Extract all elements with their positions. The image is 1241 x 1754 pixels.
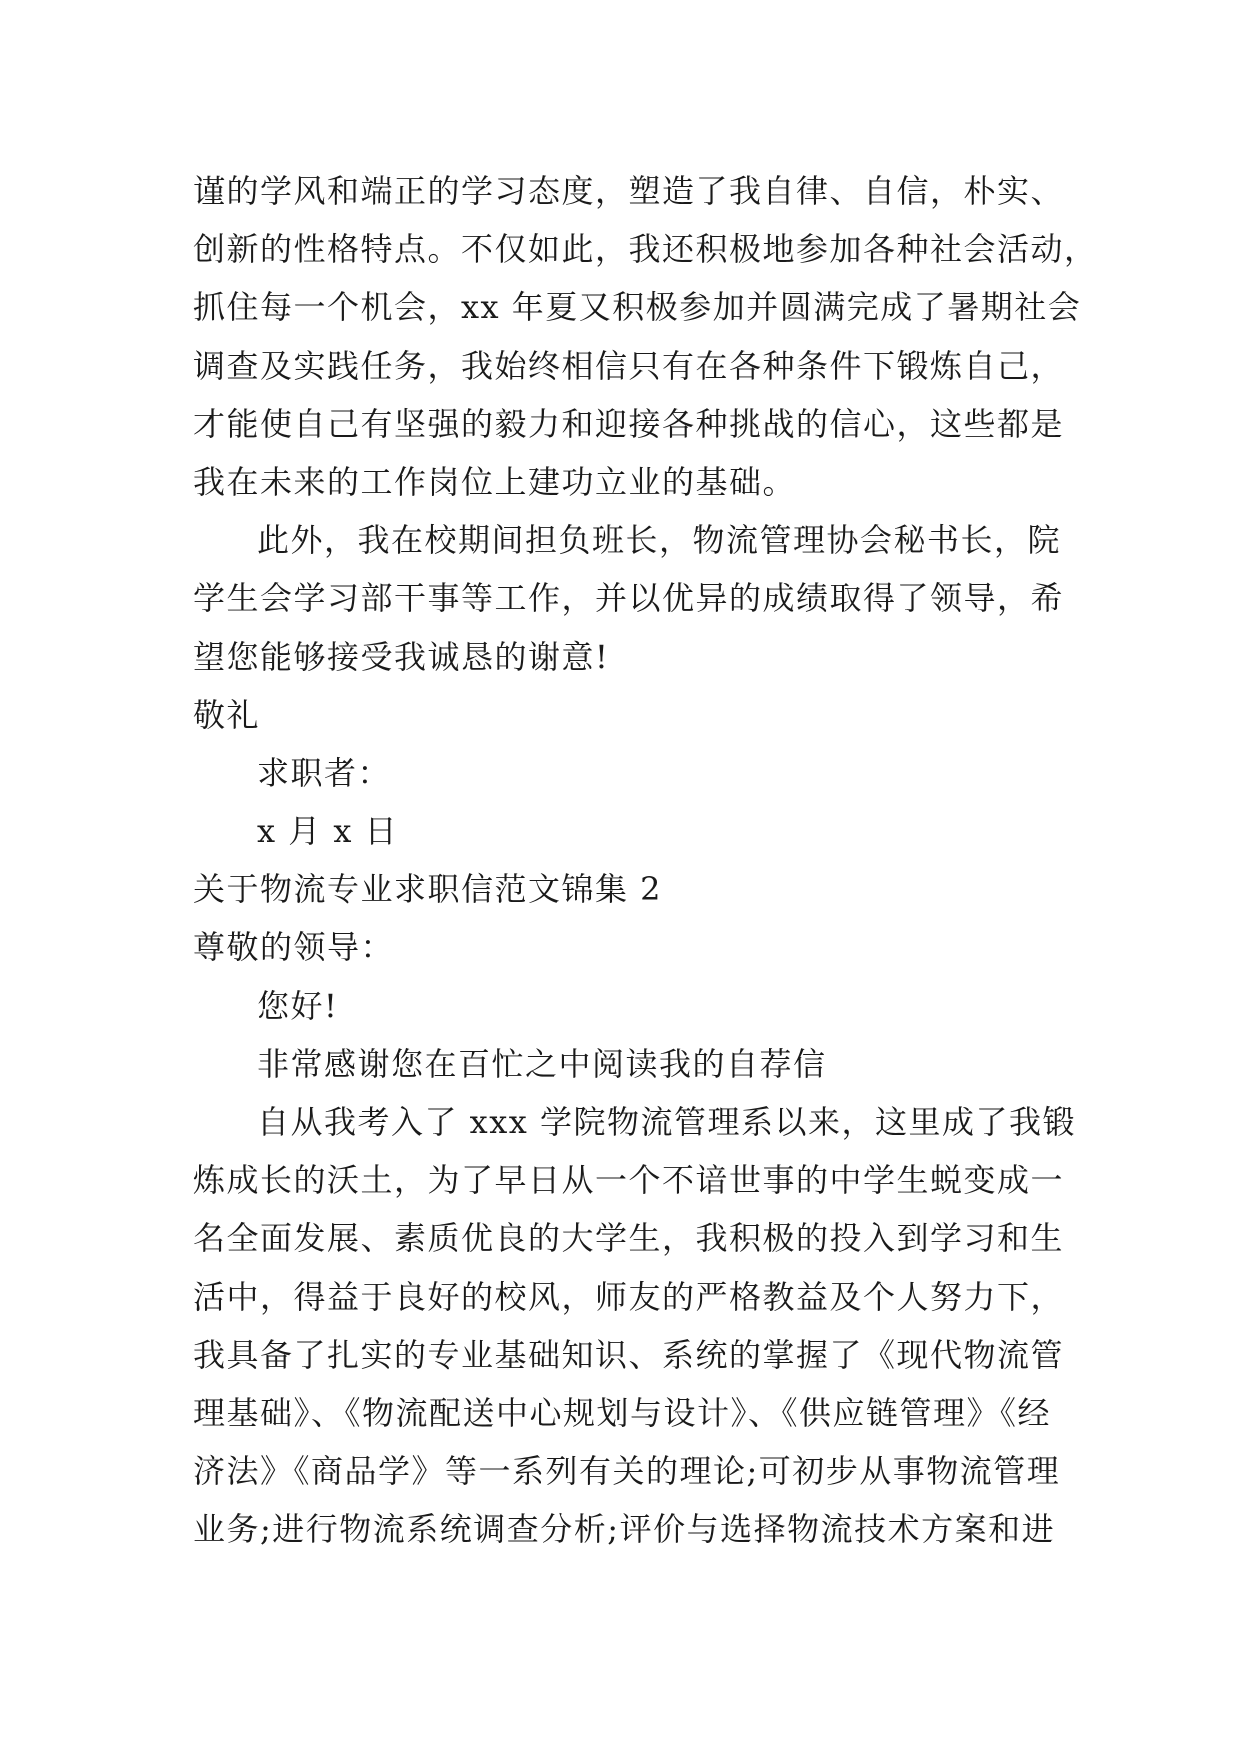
paragraph-line: 理基础》、《物流配送中心规划与设计》、《供应链管理》《经 (193, 1393, 1052, 1432)
paragraph-line: 抓住每一个机会，xx 年夏又积极参加并圆满完成了暑期社会 (193, 288, 1082, 327)
paragraph-line: 活中，得益于良好的校风，师友的严格教益及个人努力下， (193, 1277, 1065, 1316)
closing-salutation: 敬礼 (193, 695, 261, 734)
paragraph-line: 才能使自己有坚强的毅力和迎接各种挑战的信心，这些都是 (193, 404, 1065, 443)
greeting: 尊敬的领导： (193, 928, 395, 967)
paragraph-line: 业务;进行物流系统调查分析;评价与选择物流技术方案和进 (193, 1510, 1056, 1549)
paragraph-line: 名全面发展、素质优良的大学生，我积极的投入到学习和生 (193, 1219, 1065, 1258)
paragraph-line: 谨的学风和端正的学习态度，塑造了我自律、自信，朴实、 (193, 172, 1065, 210)
paragraph-line: 我具备了扎实的专业基础知识、系统的掌握了《现代物流管 (193, 1335, 1065, 1374)
paragraph-line: 济法》《商品学》等一系列有关的理论;可初步从事物流管理 (193, 1452, 1061, 1491)
paragraph-line: 调查及实践任务，我始终相信只有在各种条件下锻炼自己， (193, 346, 1065, 385)
paragraph-line: 学生会学习部干事等工作，并以优异的成绩取得了领导，希 (193, 579, 1065, 618)
paragraph-line: 自从我考入了 xxx 学院物流管理系以来，这里成了我锻 (257, 1103, 1076, 1141)
paragraph-line: 炼成长的沃土，为了早日从一个不谙世事的中学生蜕变成一 (193, 1161, 1065, 1200)
signature-label: 求职者： (257, 753, 392, 792)
paragraph-line: 创新的性格特点。不仅如此，我还积极地参加各种社会活动， (193, 230, 1098, 269)
section-title: 关于物流专业求职信范文锦集 2 (193, 870, 663, 909)
paragraph-line: 我在未来的工作岗位上建功立业的基础。 (193, 462, 797, 501)
letter-body (193, 162, 1098, 1559)
paragraph-line: 望您能够接受我诚恳的谢意! (193, 637, 610, 676)
paragraph-line: 此外，我在校期间担负班长，物流管理协会秘书长，院 (257, 521, 1062, 560)
paragraph-line: 非常感谢您在百忙之中阅读我的自荐信 (257, 1044, 827, 1083)
greeting-line: 您好! (257, 986, 339, 1025)
signature-date: x 月 x 日 (257, 812, 399, 851)
